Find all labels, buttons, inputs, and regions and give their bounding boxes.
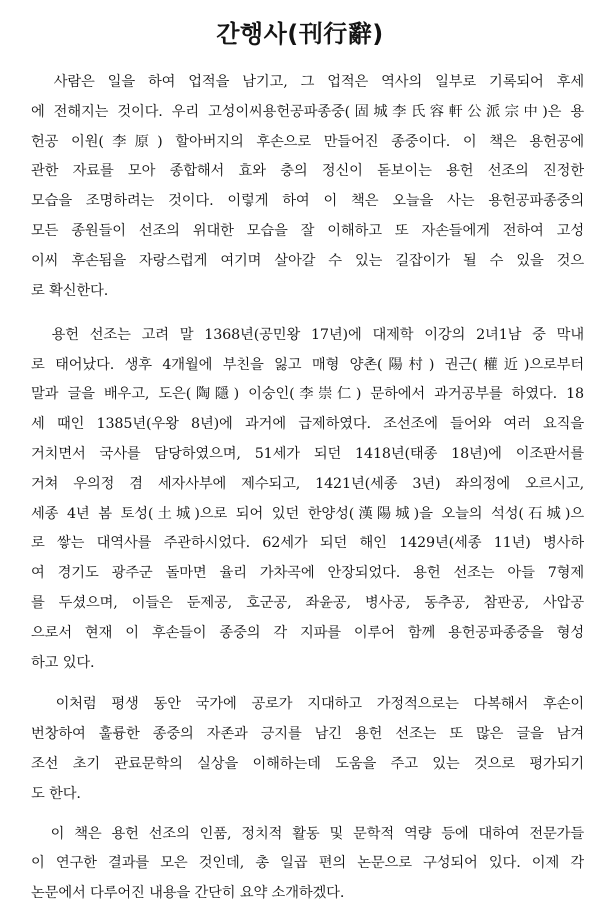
text-line: 세 때인 1385년(우왕 8년)에 과거에 급제하였다. 조선조에 들어와 여러 요직을 xyxy=(31,416,584,433)
text-line: 모든 종원들이 선조의 위대한 모습을 잘 이해하고 또 자손들에게 전하여 고성 xyxy=(31,222,584,239)
text-line: 조선 초기 관료문학의 실상을 이해하는데 도움을 주고 있는 것으로 평가되기 xyxy=(31,756,584,773)
paragraph xyxy=(31,321,584,679)
text-line: 번창하여 훌륭한 종중의 자존과 긍지를 남긴 용헌 선조는 또 많은 글을 남겨 xyxy=(31,726,584,743)
text-line: 으로서 현재 이 후손들이 종중의 각 지파를 이루어 함께 용헌공파종중을 형성 xyxy=(31,624,584,641)
text-line: 거치면서 국사를 담당하였으며, 51세가 되던 1418년(태종 18년)에 이조판서를 xyxy=(31,446,584,463)
text-line: 로 태어났다. 생후 4개월에 부친을 잃고 매형 양촌(陽村) 권근(權近)으로부터 xyxy=(31,356,584,373)
text-line: 세종 4년 봄 토성(土城)으로 되어 있던 한양성(漢陽城)을 오늘의 석성(石城)으 xyxy=(31,505,584,522)
text-line: 이처럼 평생 동안 국가에 공로가 지대하고 가정적으로는 다복해서 후손이 xyxy=(31,696,584,713)
text-line: 논문에서 다루어진 내용을 간단히 요약 소개하겠다. xyxy=(31,885,345,902)
text-line: 모습을 조명하려는 것이다. 이렇게 하여 이 책은 오늘을 사는 용헌공파종중의 xyxy=(31,193,584,210)
paragraph xyxy=(31,690,584,809)
text-line: 로 쌓는 대역사를 주관하시었다. 62세가 되던 해인 1429년(세종 11년) 병사하 xyxy=(31,535,584,552)
text-line: 하고 있다. xyxy=(31,654,95,671)
text-line: 거쳐 우의정 겸 세자사부에 제수되고, 1421년(세종 3년) 좌의정에 오르시고, xyxy=(31,475,584,492)
text-line: 말과 글을 배우고, 도은(陶隱) 이숭인(李崇仁) 문하에서 과거공부를 하였다. 18 xyxy=(31,386,584,403)
text-line: 이씨 후손됨을 자랑스럽게 여기며 살아갈 수 있는 길잡이가 될 수 있을 것으 xyxy=(31,252,584,269)
document-body xyxy=(31,68,584,924)
text-line: 도 한다. xyxy=(31,785,81,802)
paragraph xyxy=(31,68,584,306)
text-line: 이 책은 용헌 선조의 인품, 정치적 활동 및 문학적 역량 등에 대하여 전문가들 xyxy=(31,825,584,842)
text-line: 용헌 선조는 고려 말 1368년(공민왕 17년)에 대제학 이강의 2녀1남 중 막내 xyxy=(31,326,584,343)
text-line: 여 경기도 광주군 돌마면 율리 가차곡에 안장되었다. 용헌 선조는 아들 7형제 xyxy=(31,565,584,582)
text-line: 관한 자료를 모아 종합해서 효와 충의 정신이 돋보이는 용헌 선조의 진정한 xyxy=(31,163,584,180)
page-title: 간행사(刊行辭) xyxy=(216,20,384,48)
text-line: 헌공 이원(李原) 할아버지의 후손으로 만들어진 종중이다. 이 책은 용헌공에 xyxy=(31,133,584,150)
text-line: 이 연구한 결과를 모은 것인데, 총 일곱 편의 논문으로 구성되어 있다. 이제 각 xyxy=(31,855,584,872)
text-line: 에 전해지는 것이다. 우리 고성이씨용헌공파종중(固城李氏容軒公派宗中)은 용 xyxy=(31,103,584,120)
text-line: 로 확신한다. xyxy=(31,282,109,299)
paragraph xyxy=(31,820,584,909)
text-line: 를 두셨으며, 이들은 둔제공, 호군공, 좌윤공, 병사공, 동추공, 참판공, 사압공 xyxy=(31,595,584,612)
text-line: 사람은 일을 하여 업적을 남기고, 그 업적은 역사의 일부로 기록되어 후세 xyxy=(31,74,584,90)
